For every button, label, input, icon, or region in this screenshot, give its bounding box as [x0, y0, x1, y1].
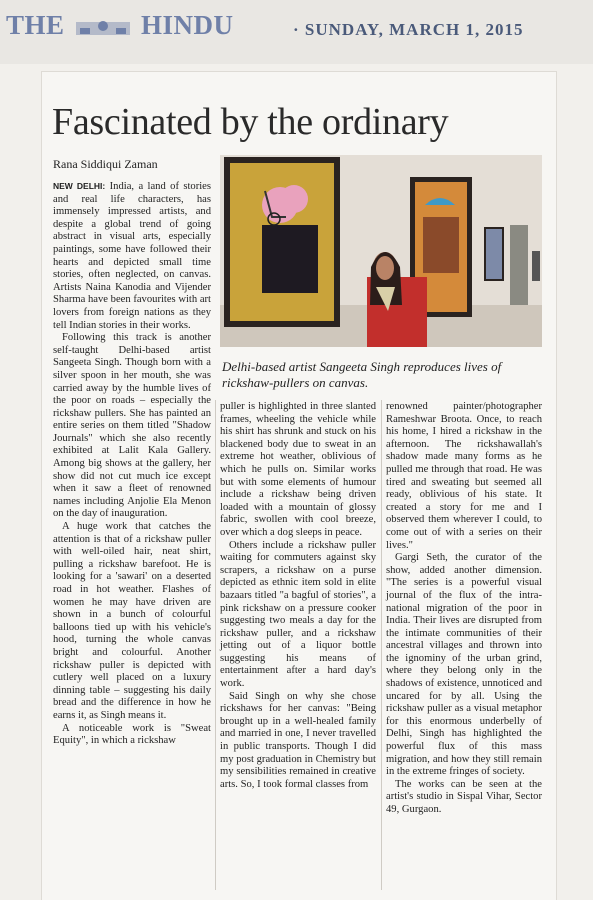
- paragraph: A huge work that catches the attention is that of a rickshaw puller with well-oiled hair, neat shirt, pulling a rickshaw barefoot. He is looking for a 'sawari' on a deserted road in hot weather. Flashes of women he may have driven are shown in a bunch of colourful balloons tied up with his vehicle's hood, turning the whole canvas bright and colourful. Another rickshaw puller is depicted with cutlery well placed on a luxury dinning table – suggesting his daily bread and the difference in how he earns it, as Singh means it.: [53, 521, 211, 721]
- column-divider: [215, 400, 216, 890]
- column-divider: [381, 400, 382, 890]
- paragraph: Said Singh on why she chose rickshaws for her canvas: "Being brought up in a well-healed family and married in one, I never travelled in public transports. Though I did my post graduation in Chemistry but my sensibilities remained in creative arts. So, I took formal classes from: [220, 690, 376, 790]
- byline: Rana Siddiqui Zaman: [53, 157, 158, 171]
- article-column-3: [386, 401, 542, 817]
- paragraph: A noticeable work is "Sweat Equity", in which a rickshaw: [53, 722, 211, 747]
- masthead: [0, 0, 593, 64]
- paper-name-the: THE: [6, 10, 65, 40]
- paragraph: The works can be seen at the artist's studio in Sispal Vihar, Sector 49, Gurgaon.: [386, 778, 542, 815]
- photo-caption: Delhi-based artist Sangeeta Singh reproduces lives of rickshaw-pullers on canvas.: [222, 359, 502, 390]
- article-photo: [220, 155, 542, 347]
- paragraph: Gargi Seth, the curator of the show, added another dimension. "The series is a powerful visual journal of the flux of the intra-national migration of the poor in India. Their lives are disrupted from the intimate communities of their ancestral villages and thrown into the ignominy of the urban grind, where they belong only in the shadows of existence, unnoticed and uncared for by all. Using the rickshaw puller as a visual metaphor for this enormous underbelly of Delhi, Singh has highlighted the powerful flux of this mass migration, and how they still remain in the extreme fringes of society.: [386, 552, 542, 778]
- paper-name-hindu: HINDU: [141, 10, 234, 40]
- paragraph: renowned painter/photographer Rameshwar Broota. Once, to reach his home, I hired a rickshaw in the afternoon. The rickshawallah's shadow made many forms as he pulled me through that road. He was tired and sweating but seemed all ready, oblivious of his state. It created a story for me and I observed them wherever I could, to come out of with a series on their lives.": [386, 401, 542, 551]
- paragraph: Following this track is another self-taught Delhi-based artist Sangeeta Singh. Though born with a silver spoon in her mouth, she was carried away by the humble lives of the poor on roads – especially the rickshaw pullers. She has painted an entire series on them titled "Shadow Journals" which she also recently exhibited at Lalit Kala Gallery. Among big shows at the gallery, her show did not cut much ice except when it saw a fleet of renowned names including Anjolie Ela Menon on the day of inauguration.: [53, 332, 211, 520]
- paragraph: Others include a rickshaw puller waiting for commuters against sky scrapers, a rickshaw on a purse depicted as ethnic item sold in elite bazaars titled "a bagful of stories", a pink rickshaw on a pressure cooker suggesting two meals a day for the rickshaw puller, and a rickshaw jetting out of a liquor bottle suggesting his means of entertainment after a hard day's work.: [220, 539, 376, 690]
- publication-date: · SUNDAY, MARCH 1, 2015: [293, 20, 524, 39]
- headline: Fascinated by the ordinary: [52, 101, 449, 143]
- dateline: NEW DELHI:: [53, 181, 106, 191]
- gallery-photo-illustration: [220, 155, 542, 347]
- paragraph: puller is highlighted in three slanted frames, wheeling the vehicle while his shirt has shrunk and stuck on his blackened body due to sweat in an extreme hot weather, oblivious of which he pulls on. Similar works but with some elements of humour include a rickshaw being driven loaded with a mountain of glossy fabric, swollen with cool breeze, over which a dog sleeps in peace.: [220, 401, 376, 538]
- paragraph: [53, 180, 211, 332]
- paragraph-text: India, a land of stories and real life characters, has immensely impressed artists, and despite a global trend of going abstract in visual arts, especially paintings, some have followed their hearts and depicted small time stories, often neglected, on canvas. Artists Naina Kanodia and Vijender Sharma have been favourites with art lovers from foreign nations as they tell Indian stories in their works.: [53, 181, 212, 331]
- article-column-2: [220, 401, 376, 791]
- article-column-1: [53, 180, 211, 748]
- date-text: SUNDAY, MARCH 1, 2015: [304, 20, 524, 39]
- newspaper-name: [6, 10, 234, 41]
- crest-logo-icon: [76, 19, 130, 37]
